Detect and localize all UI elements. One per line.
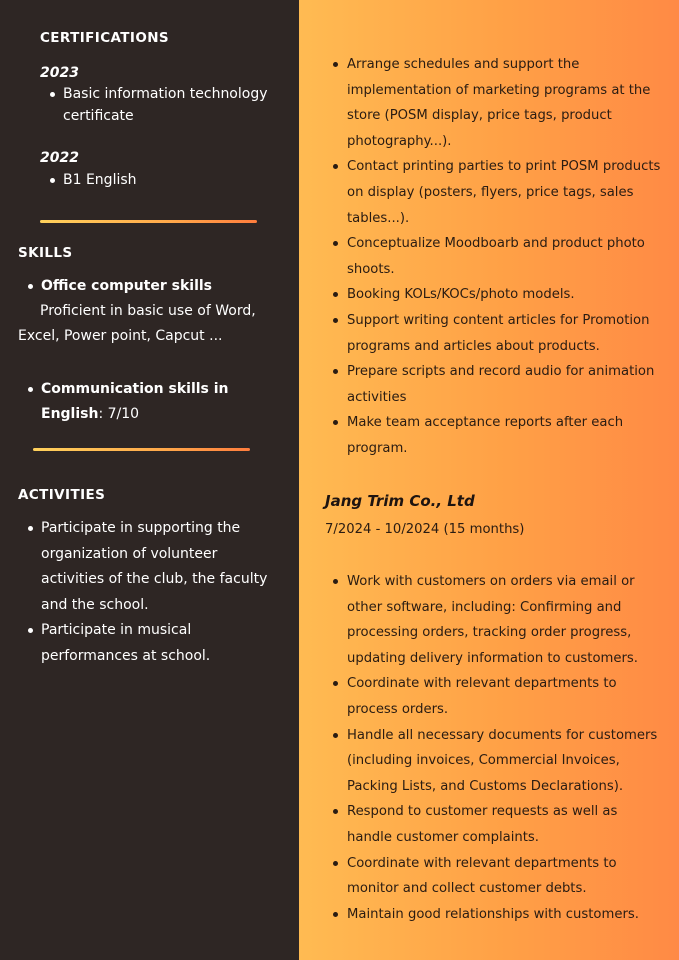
skill-english-level: : 7/10 xyxy=(98,406,140,422)
duty-item: Maintain good relationships with customers. xyxy=(347,902,665,928)
jang-trim-duties xyxy=(347,569,665,927)
previous-job-duties xyxy=(347,52,665,462)
company-name: Jang Trim Co., Ltd xyxy=(325,492,475,510)
skill-office-label: Office computer skills xyxy=(41,278,213,294)
duty-item: Handle all necessary documents for customers (including invoices, Commercial Invoices, Packing Lists, and Customs Declarations). xyxy=(347,723,665,800)
duty-item: Work with customers on orders via email or other software, including: Confirming and processing orders, tracking order progress, updating delivery information to customers. xyxy=(347,569,665,671)
cert-item: B1 English xyxy=(63,169,283,191)
duty-item: Coordinate with relevant departments to process orders. xyxy=(347,671,665,722)
duty-item: Make team acceptance reports after each program. xyxy=(347,410,665,461)
cert-year-2023: 2023 xyxy=(40,65,79,81)
left-sidebar xyxy=(0,0,299,960)
skills-title: SKILLS xyxy=(18,245,73,261)
duty-item: Coordinate with relevant departments to monitor and collect customer debts. xyxy=(347,851,665,902)
duty-item: Arrange schedules and support the implementation of marketing programs at the store (POSM display, price tags, product photography...). xyxy=(347,52,665,154)
section-divider xyxy=(33,448,250,451)
certifications-title: CERTIFICATIONS xyxy=(40,30,170,46)
cert-item: Basic information technology certificate xyxy=(63,83,283,127)
activity-item: Participate in musical performances at school. xyxy=(41,618,276,669)
employment-period: 7/2024 - 10/2024 (15 months) xyxy=(325,522,525,537)
duty-item: Conceptualize Moodboarb and product photo shoots. xyxy=(347,231,665,282)
duty-item: Support writing content articles for Promotion programs and articles about products. xyxy=(347,308,665,359)
section-divider xyxy=(40,220,257,223)
duty-item: Booking KOLs/KOCs/photo models. xyxy=(347,282,665,308)
activity-item: Participate in supporting the organization of volunteer activities of the club, the faculty and the school. xyxy=(41,516,276,618)
cert-list-2023 xyxy=(63,83,283,127)
activities-title: ACTIVITIES xyxy=(18,487,106,503)
activities-list xyxy=(41,516,276,670)
duty-item: Prepare scripts and record audio for animation activities xyxy=(347,359,665,410)
duty-item: Respond to customer requests as well as handle customer complaints. xyxy=(347,799,665,850)
cert-year-2022: 2022 xyxy=(40,150,79,166)
skill-office-description: Proficient in basic use of Word, Excel, Power point, Capcut ... xyxy=(18,303,256,344)
duty-item: Contact printing parties to print POSM products on display (posters, flyers, price tags, sales tables...). xyxy=(347,154,665,231)
right-content xyxy=(299,0,679,960)
skill-office-heading xyxy=(41,274,281,299)
skill-english-label: Communication skills in English xyxy=(41,381,229,422)
cert-list-2022 xyxy=(63,169,283,191)
skill-english-heading xyxy=(41,377,281,427)
